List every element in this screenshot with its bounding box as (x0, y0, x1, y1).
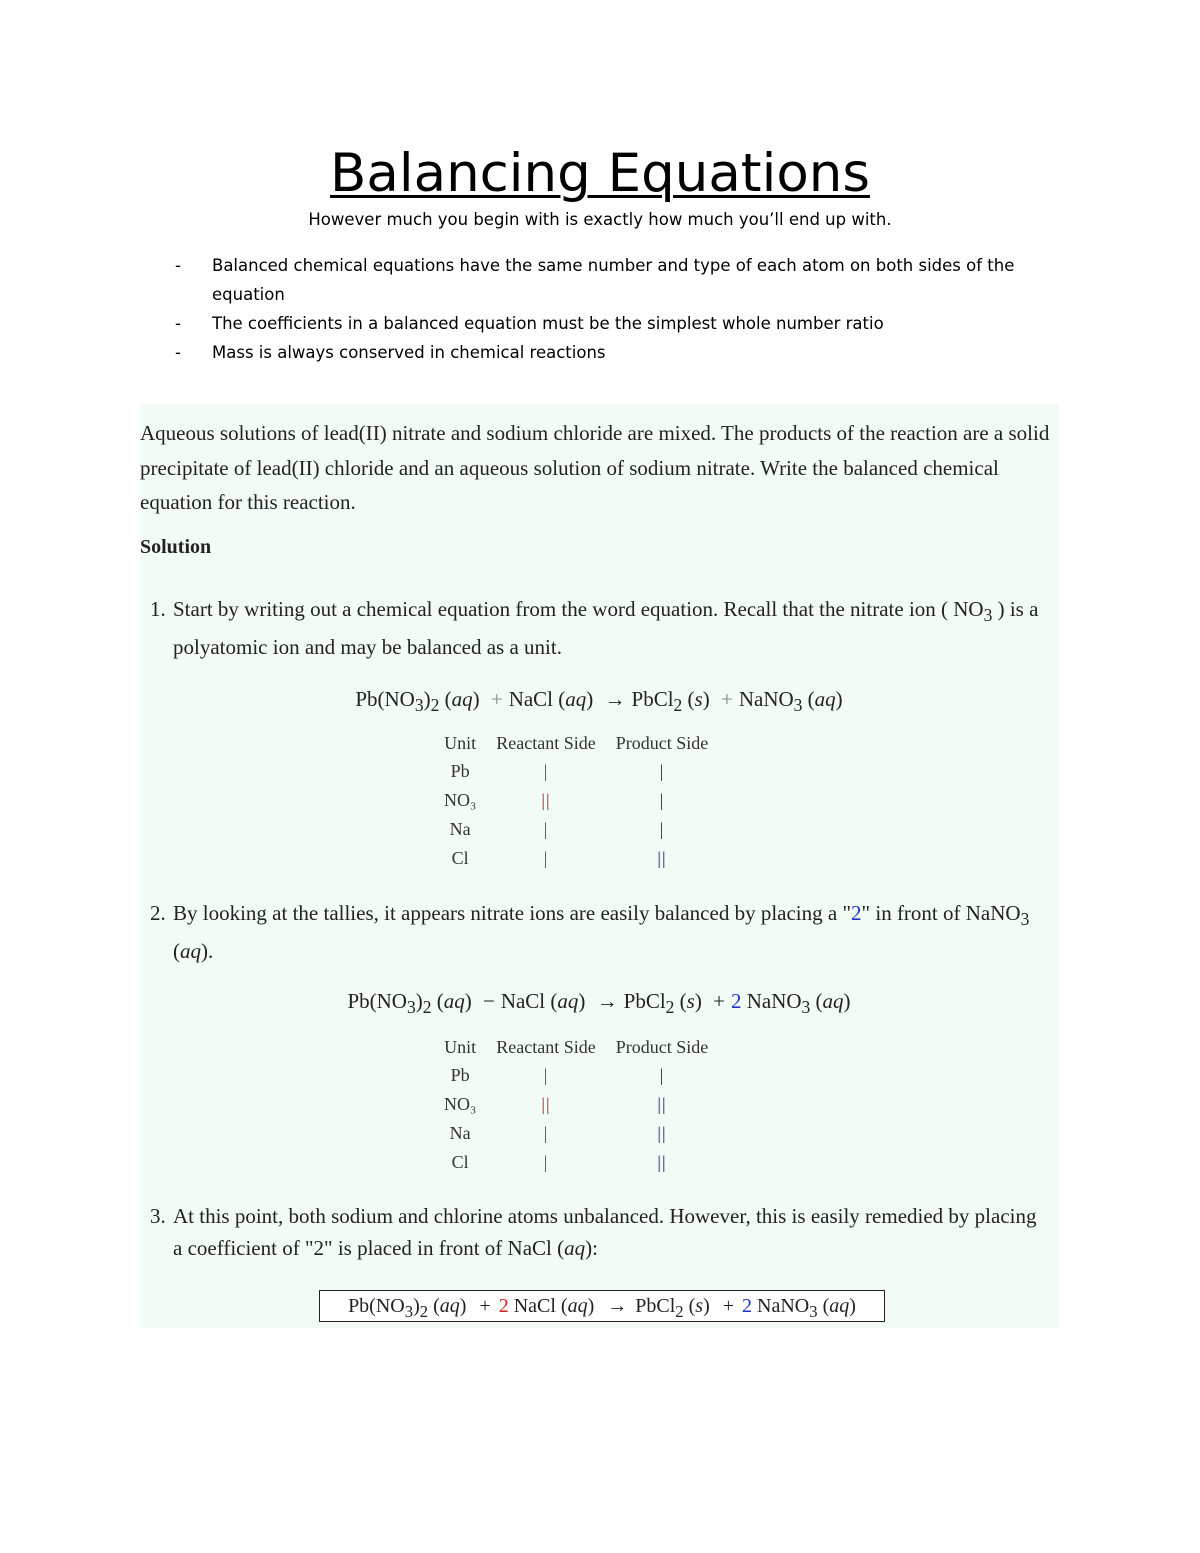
table-row: Na | | (449, 819, 665, 839)
step-number: 3. (150, 1204, 166, 1228)
bullet-text: Mass is always conserved in chemical reactions (212, 343, 606, 362)
list-item (175, 309, 1075, 338)
table-row: NO₃ || | (444, 790, 665, 810)
column-header: Product Side (615, 733, 709, 753)
problem-statement: Aqueous solutions of lead(II) nitrate and sodium chloride are mixed. The products of the reaction are a solid precipitate of lead(II) chloride and an aqueous solution of sodium nitrate. Write the balanced chemical equation for this reaction. (140, 421, 1050, 514)
table-row: Cl | || (451, 1152, 667, 1172)
column-header: Reactant Side (496, 733, 596, 753)
bullet-marker: - (175, 314, 181, 333)
column-header: Unit (444, 1037, 477, 1057)
column-header: Reactant Side (496, 1037, 596, 1057)
step-2 (150, 897, 1050, 967)
table-row: Pb | | (450, 1065, 665, 1085)
coefficient: 2 (498, 1295, 509, 1317)
bullet-marker: - (175, 343, 181, 362)
page-title: Balancing Equations (330, 143, 870, 204)
list-item (175, 251, 1075, 309)
equation-2: $Pb(NO_3)_2$ (aq) − NaCl (aq) → PbCl$_2$ (s) + 2 NaNO$_3$ (aq) (347, 989, 851, 1018)
step-number: 2. (150, 901, 166, 925)
bullet-text: Balanced chemical equations have the same number and type of each atom on both sides of the equation (212, 256, 1015, 304)
bullet-text: The coefficients in a balanced equation must be the simplest whole number ratio (212, 314, 884, 333)
coefficient: 2 (730, 989, 742, 1013)
step-1 (150, 593, 1050, 663)
equation-1: $Pb(NO_3)_2$ (aq) + NaCl (aq) → PbCl$_2$ (s) + NaNO$_3$ (aq) (355, 687, 843, 716)
example-panel (140, 404, 1058, 1328)
step-text: Start by writing out a chemical equation from the word equation. Recall that the nitrate ion ( $NO_3$ ) is a polyatomic ion and may be balanced as a unit. (173, 597, 1039, 660)
table-row: Na | || (449, 1123, 667, 1143)
key-points-list (175, 251, 1075, 367)
column-header: Product Side (615, 1037, 709, 1057)
list-item (175, 338, 1075, 367)
table-row: Cl | || (451, 848, 667, 868)
tally-table-2 (434, 1034, 718, 1177)
solution-heading: Solution (140, 536, 212, 558)
step-number: 1. (150, 597, 166, 621)
bullet-marker: - (175, 256, 181, 275)
page-subtitle: However much you begin with is exactly how much you’ll end up with. (308, 210, 892, 229)
step-text: By looking at the tallies, it appears nitrate ions are easily balanced by placing a "2" in front of NaNO$_3$ (aq). (173, 901, 1030, 964)
tally-table-1 (434, 730, 718, 873)
table-row: NO₃ || || (444, 1094, 667, 1114)
column-header: Unit (444, 733, 477, 753)
step-text: At this point, both sodium and chlorine atoms unbalanced. However, this is easily remedied by placing a coefficient of "2" is placed in front of NaCl (aq): (173, 1204, 1037, 1260)
coefficient: 2 (742, 1295, 753, 1317)
table-row: Pb | | (450, 761, 665, 781)
step-3 (150, 1200, 1050, 1264)
balanced-equation-box: $Pb(NO_3)_2$ (aq) + 2 NaCl (aq) → PbCl$_2$ (s) + 2 NaNO$_3$ (aq) (319, 1290, 885, 1322)
